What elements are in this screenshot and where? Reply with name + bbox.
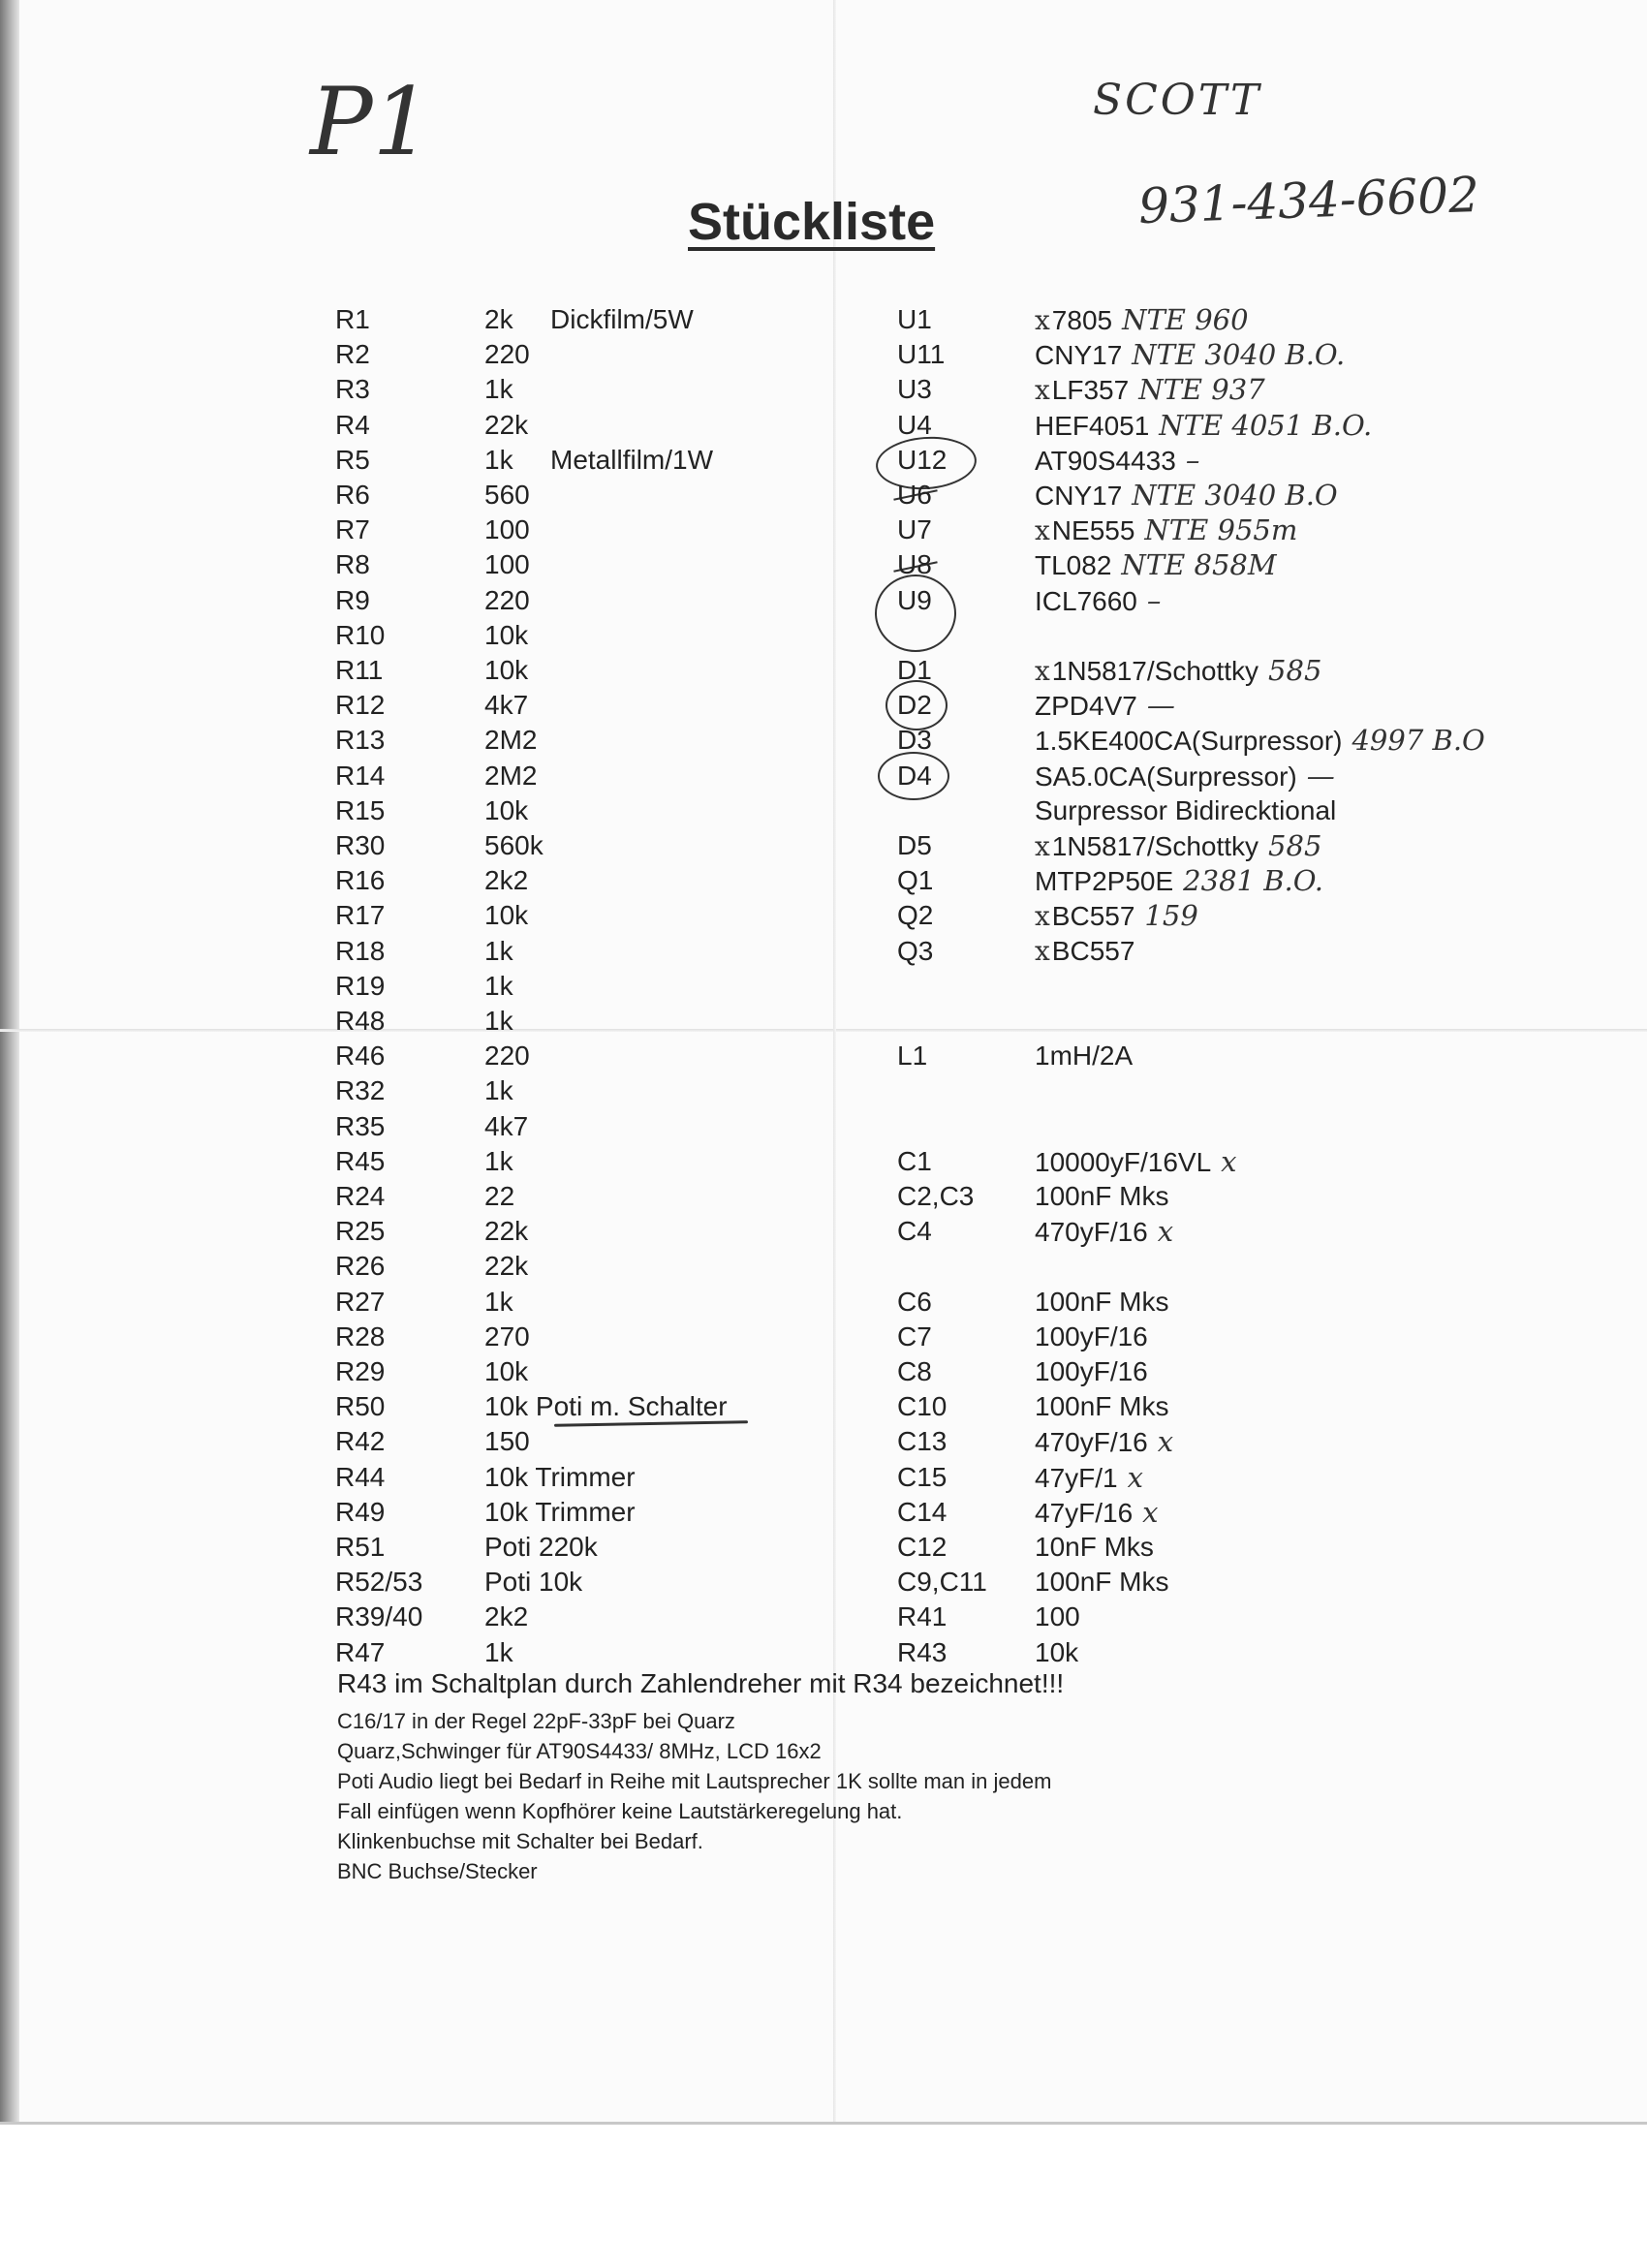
part-value (1035, 1600, 1080, 1634)
part-ref: R49 (335, 1496, 386, 1527)
part-value: Poti 220k (484, 1532, 598, 1562)
handwritten-note: x (1157, 1215, 1174, 1249)
table-row (897, 1039, 1633, 1073)
part-ref: U3 (897, 374, 932, 405)
part-ref: R19 (335, 970, 386, 1001)
part-ref: D4 (897, 760, 932, 791)
footer-note-line: Fall einfügen wenn Kopfhörer keine Lautstärkeregelung hat. (337, 1799, 903, 1823)
footer-note-line: C16/17 in der Regel 22pF-33pF bei Quarz (337, 1709, 735, 1733)
table-row (335, 1109, 878, 1144)
part-ref: R29 (335, 1356, 386, 1386)
part-ref: R13 (335, 725, 386, 756)
table-row (335, 302, 878, 337)
table-row (897, 443, 1633, 478)
part-value-text: TL082 (1035, 550, 1112, 581)
table-row (335, 583, 878, 618)
table-row (335, 898, 878, 933)
part-value-text: 100nF Mks (1035, 1567, 1169, 1598)
table-row (335, 478, 878, 513)
table-row (335, 934, 878, 969)
part-value (1035, 1039, 1133, 1073)
part-value: 1k (484, 1286, 513, 1317)
part-ref: R26 (335, 1251, 386, 1282)
table-row (897, 1424, 1633, 1459)
part-note: Dickfilm/5W (550, 304, 694, 334)
part-ref: R11 (335, 655, 384, 685)
part-ref: R1 (335, 304, 370, 334)
table-row (897, 547, 1633, 582)
table-row (335, 443, 878, 478)
part-value: 4k7 (484, 690, 529, 721)
table-row (335, 1389, 878, 1424)
part-ref: R45 (335, 1145, 386, 1176)
handwritten-note: 585 (1268, 829, 1322, 862)
handwritten-note: NTE 3040 B.O. (1132, 338, 1346, 372)
part-ref: U12 (897, 444, 948, 475)
handwritten-page-mark: P1 (310, 68, 432, 176)
part-ref: C12 (897, 1532, 948, 1562)
handwritten-note: 585 (1268, 654, 1322, 687)
part-ref: R50 (335, 1391, 386, 1422)
part-ref: C14 (897, 1496, 948, 1527)
part-value: 560k (484, 830, 544, 860)
part-value: 220 (484, 339, 530, 370)
part-ref: D2 (897, 690, 932, 721)
part-value-text: BC557 (1051, 901, 1135, 932)
part-value: 2k2 (484, 865, 529, 896)
part-value-text: 10000yF/16VL (1035, 1146, 1212, 1177)
part-value-text: 1.5KE400CA(Surpressor) (1035, 726, 1343, 757)
footer-note-line: Klinkenbuchse mit Schalter bei Bedarf. (337, 1829, 703, 1853)
part-ref: C15 (897, 1461, 948, 1492)
part-value (1035, 934, 1134, 969)
table-row (335, 408, 878, 443)
table-row (335, 513, 878, 547)
table-row (335, 618, 878, 653)
part-value-text: SA5.0CA(Surpressor) (1035, 761, 1297, 792)
handwritten-check-mark: x (1035, 655, 1050, 687)
part-ref: R48 (335, 1006, 386, 1036)
part-value: 220 (484, 1041, 530, 1072)
scan-left-edge (0, 0, 19, 2265)
part-ref: R2 (335, 339, 370, 370)
table-row (897, 1144, 1633, 1179)
part-ref: C8 (897, 1356, 932, 1386)
part-ref: R35 (335, 1110, 386, 1141)
handwritten-note: – (1185, 443, 1200, 477)
part-value: 22k (484, 1216, 529, 1247)
part-ref: R5 (335, 444, 370, 475)
part-value (1035, 653, 1321, 689)
part-ref: R42 (335, 1426, 386, 1457)
part-value: 1k (484, 935, 513, 966)
part-ref: U4 (897, 409, 932, 440)
part-value-text: 7805 (1051, 305, 1113, 335)
part-value: 1k (484, 1145, 513, 1176)
part-value: 1k (484, 444, 513, 475)
part-value: 100 (484, 514, 530, 545)
handwritten-note: NTE 4051 B.O. (1159, 408, 1373, 442)
footer-note-line: Quarz,Schwinger für AT90S4433/ 8MHz, LCD 16x2 (337, 1739, 822, 1763)
part-value-text: 47yF/1 (1035, 1462, 1118, 1493)
part-value-text: 100 (1035, 1601, 1080, 1632)
handwritten-phone: 931-434-6602 (1137, 166, 1480, 235)
handwritten-note: NTE 858M (1121, 548, 1277, 582)
part-ref: C7 (897, 1320, 932, 1351)
part-ref: C1 (897, 1145, 932, 1176)
part-value (1035, 478, 1338, 513)
part-value: 10k (484, 900, 529, 931)
table-row (897, 1179, 1633, 1214)
table-row (335, 688, 878, 723)
part-value: 10k (484, 619, 529, 650)
part-value (1035, 1389, 1169, 1424)
part-ref: R6 (335, 480, 370, 510)
part-value (1035, 1320, 1148, 1354)
part-value (1035, 828, 1321, 864)
table-row (335, 337, 878, 372)
footer-note-main: R43 im Schaltplan durch Zahlendreher mit R34 bezeichnet!!! (337, 1668, 1065, 1698)
part-value: 10k (484, 794, 529, 825)
part-value-text: NE555 (1051, 515, 1135, 546)
handwritten-note: x (1142, 1495, 1159, 1529)
part-value (1035, 408, 1372, 444)
part-value: 2k2 (484, 1601, 529, 1632)
table-row (897, 302, 1633, 337)
part-ref: R51 (335, 1532, 386, 1562)
part-ref: U8 (897, 549, 932, 580)
part-ref: R30 (335, 830, 386, 860)
part-ref: R16 (335, 865, 386, 896)
part-value (1035, 1354, 1148, 1389)
part-value: 1k (484, 970, 513, 1001)
part-value: 220 (484, 584, 530, 615)
part-value: 22k (484, 1251, 529, 1282)
handwritten-check-mark: x (1035, 514, 1050, 547)
part-ref: U1 (897, 304, 932, 334)
part-ref: R47 (335, 1636, 386, 1667)
part-ref: R43 (897, 1636, 948, 1667)
part-value (1035, 1565, 1169, 1600)
table-row (897, 793, 1633, 828)
part-value (1035, 1179, 1169, 1214)
table-row (897, 513, 1633, 547)
handwritten-note: NTE 955m (1144, 513, 1298, 547)
table-row (897, 337, 1633, 372)
part-value (1035, 793, 1336, 828)
table-row (335, 1144, 878, 1179)
table-row (335, 372, 878, 407)
handwritten-check-mark: x (1035, 374, 1050, 407)
table-row (335, 1530, 878, 1565)
handwritten-note: NTE 960 (1122, 303, 1249, 336)
part-value: 22 (484, 1181, 515, 1211)
table-row (897, 1565, 1633, 1600)
table-row (897, 828, 1633, 863)
table-row (897, 688, 1633, 723)
part-value: 1k (484, 1006, 513, 1036)
part-value-text: 100nF Mks (1035, 1286, 1169, 1317)
part-ref: R18 (335, 935, 386, 966)
table-row (897, 934, 1633, 969)
table-row (897, 408, 1633, 443)
table-row (335, 1635, 878, 1670)
part-ref: U9 (897, 584, 932, 615)
handwritten-note: x (1221, 1144, 1237, 1178)
table-row (897, 478, 1633, 513)
part-value-text: 470yF/16 (1035, 1217, 1148, 1248)
table-row (897, 1214, 1633, 1249)
table-row (335, 759, 878, 793)
part-value (1035, 1495, 1159, 1531)
table-row (897, 1600, 1633, 1634)
table-row (897, 863, 1633, 898)
part-value-text: 1N5817/Schottky (1051, 656, 1259, 686)
part-ref: U11 (897, 339, 946, 370)
part-value-text: ZPD4V7 (1035, 691, 1137, 722)
part-value-text: Surpressor Bidirecktional (1035, 794, 1337, 825)
part-ref: D3 (897, 725, 932, 756)
table-row (335, 1320, 878, 1354)
part-ref: D1 (897, 655, 932, 685)
table-row (335, 1600, 878, 1634)
table-row (335, 1039, 878, 1073)
part-value (1035, 723, 1485, 759)
part-value-text: 10k (1035, 1636, 1079, 1667)
part-value (1035, 1635, 1078, 1670)
table-row (897, 1460, 1633, 1495)
part-ref: R27 (335, 1286, 386, 1317)
part-value-text: 100nF Mks (1035, 1391, 1169, 1422)
part-value-text: 100nF Mks (1035, 1181, 1169, 1211)
part-ref: Q3 (897, 935, 934, 966)
part-value: 10k (484, 655, 529, 685)
table-row (897, 653, 1633, 688)
part-value (1035, 1460, 1143, 1496)
part-value: 2M2 (484, 725, 538, 756)
table-row (897, 1635, 1633, 1670)
part-value: 10k Trimmer (484, 1461, 636, 1492)
part-value-text: CNY17 (1035, 340, 1123, 371)
part-ref: L1 (897, 1041, 928, 1072)
part-ref: C10 (897, 1391, 948, 1422)
part-ref: R12 (335, 690, 386, 721)
part-note: Metallfilm/1W (550, 444, 714, 475)
table-row (335, 1073, 878, 1108)
part-ref: R28 (335, 1320, 386, 1351)
part-ref: R3 (335, 374, 370, 405)
handwritten-note: — (1306, 759, 1335, 792)
part-value: 100 (484, 549, 530, 580)
handwritten-check-mark: x (1035, 304, 1050, 336)
part-value: 1k (484, 374, 513, 405)
scan-bottom-margin (0, 2122, 1647, 2268)
part-value: 10k Poti m. Schalter (484, 1391, 728, 1422)
part-value (1035, 1285, 1169, 1320)
part-ref: C13 (897, 1426, 948, 1457)
table-row (335, 1354, 878, 1389)
part-ref: R14 (335, 760, 386, 791)
part-ref: C2,C3 (897, 1181, 975, 1211)
part-ref: R44 (335, 1461, 386, 1492)
handwritten-check-mark: x (1035, 934, 1050, 967)
handwritten-note: NTE 3040 B.O (1132, 479, 1338, 512)
table-row (897, 1320, 1633, 1354)
part-ref: R24 (335, 1181, 386, 1211)
part-ref: C4 (897, 1216, 932, 1247)
table-row (897, 583, 1633, 618)
handwritten-note: — (1146, 689, 1175, 723)
table-row (335, 723, 878, 758)
handwritten-note: x (1127, 1460, 1143, 1494)
table-row (335, 969, 878, 1004)
part-value (1035, 759, 1335, 794)
part-ref: R39/40 (335, 1601, 423, 1632)
part-value: Poti 10k (484, 1567, 583, 1598)
table-row (897, 898, 1633, 933)
table-row (335, 1424, 878, 1459)
table-row (897, 1530, 1633, 1565)
part-value (1035, 863, 1323, 899)
table-row (335, 1004, 878, 1039)
handwritten-note: 2381 B.O. (1183, 864, 1324, 898)
part-value: 10k (484, 1356, 529, 1386)
table-row (897, 1285, 1633, 1320)
table-row (335, 653, 878, 688)
table-row (335, 793, 878, 828)
part-ref: R25 (335, 1216, 386, 1247)
handwritten-note: NTE 937 (1138, 373, 1265, 407)
part-ref: R9 (335, 584, 370, 615)
page-title: Stückliste (688, 193, 936, 251)
table-row (335, 1249, 878, 1284)
table-row (335, 1285, 878, 1320)
part-value: 150 (484, 1426, 530, 1457)
handwritten-check-mark: x (1035, 830, 1050, 862)
part-ref: R46 (335, 1041, 386, 1072)
part-value (1035, 513, 1297, 548)
handwritten-check-mark: x (1035, 900, 1050, 933)
part-ref: R8 (335, 549, 370, 580)
part-value-text: AT90S4433 (1035, 445, 1176, 476)
part-ref: R41 (897, 1601, 948, 1632)
part-value: 2M2 (484, 760, 538, 791)
part-value (1035, 583, 1161, 619)
table-row (897, 372, 1633, 407)
part-value-text: 47yF/16 (1035, 1497, 1134, 1528)
table-row (897, 1495, 1633, 1530)
part-value-text: 100yF/16 (1035, 1320, 1148, 1351)
part-value (1035, 898, 1198, 934)
part-value: 2k (484, 304, 513, 334)
table-row (897, 1354, 1633, 1389)
part-value: 1k (484, 1075, 513, 1106)
table-row (335, 1214, 878, 1249)
part-value: 10k Trimmer (484, 1496, 636, 1527)
part-value (1035, 443, 1199, 479)
part-ref: R10 (335, 619, 386, 650)
table-row (335, 1179, 878, 1214)
part-value: 560 (484, 480, 530, 510)
part-value (1035, 1144, 1237, 1180)
part-ref: R15 (335, 794, 386, 825)
part-value (1035, 337, 1345, 373)
table-row (335, 863, 878, 898)
table-row (897, 759, 1633, 793)
footer-note-line: Poti Audio liegt bei Bedarf in Reihe mit Lautsprecher 1K sollte man in jedem (337, 1769, 1052, 1793)
part-value (1035, 1530, 1154, 1565)
part-value (1035, 1214, 1173, 1250)
table-row (335, 828, 878, 863)
part-value-text: HEF4051 (1035, 410, 1150, 441)
part-ref: R7 (335, 514, 370, 545)
handwritten-name: SCOTT (1093, 76, 1262, 125)
table-row (897, 723, 1633, 758)
part-value-text: ICL7660 (1035, 585, 1137, 616)
part-value (1035, 688, 1175, 724)
part-ref: Q1 (897, 865, 934, 896)
part-value (1035, 302, 1249, 338)
part-ref: U7 (897, 514, 932, 545)
part-value-text: CNY17 (1035, 481, 1123, 511)
part-ref: R17 (335, 900, 386, 931)
part-ref: R52/53 (335, 1567, 423, 1598)
part-value-text: 1N5817/Schottky (1051, 831, 1259, 861)
part-value-text: MTP2P50E (1035, 866, 1174, 897)
part-value-text: LF357 (1051, 375, 1130, 406)
handwritten-note: – (1146, 583, 1162, 617)
part-value (1035, 547, 1277, 583)
part-ref: R4 (335, 409, 370, 440)
part-ref: C9,C11 (897, 1567, 987, 1598)
table-row (897, 1389, 1633, 1424)
handwritten-note: 4997 B.O (1352, 724, 1485, 758)
part-value: 4k7 (484, 1110, 529, 1141)
part-value (1035, 372, 1265, 408)
table-row (335, 1495, 878, 1530)
part-ref: U6 (897, 480, 932, 510)
part-value: 270 (484, 1320, 530, 1351)
part-ref: R32 (335, 1075, 386, 1106)
part-ref: Q2 (897, 900, 934, 931)
part-value-text: 470yF/16 (1035, 1427, 1148, 1458)
table-row (335, 1460, 878, 1495)
part-value-text: 1mH/2A (1035, 1041, 1134, 1072)
table-row (335, 547, 878, 582)
table-row (335, 1565, 878, 1600)
footer-note-line: BNC Buchse/Stecker (337, 1859, 538, 1883)
part-value-text: 10nF Mks (1035, 1532, 1154, 1562)
part-value: 1k (484, 1636, 513, 1667)
part-value (1035, 1424, 1173, 1460)
part-ref: C6 (897, 1286, 932, 1317)
handwritten-note: x (1157, 1425, 1174, 1459)
part-value: 22k (484, 409, 529, 440)
part-value-text: 100yF/16 (1035, 1356, 1148, 1386)
part-value-text: BC557 (1051, 935, 1135, 966)
part-ref: D5 (897, 830, 932, 860)
handwritten-note: 159 (1144, 899, 1198, 933)
